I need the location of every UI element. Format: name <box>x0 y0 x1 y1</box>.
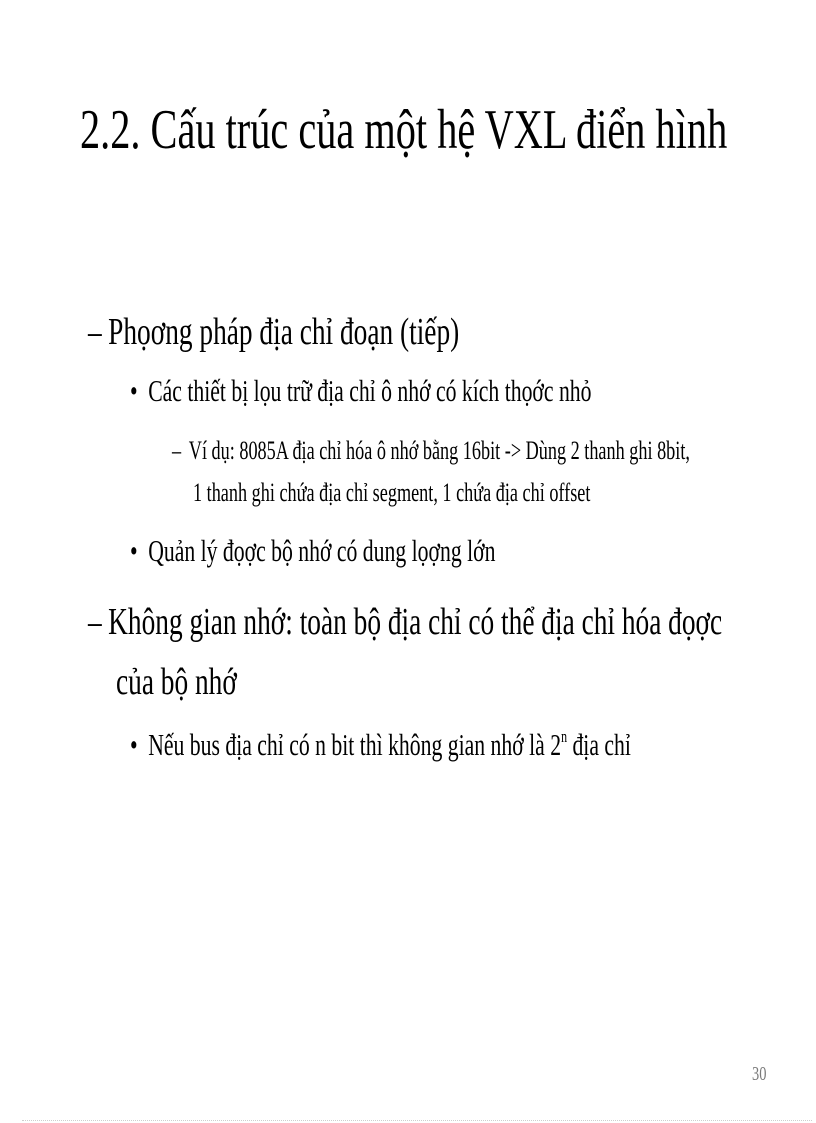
slide-title: 2.2. Cấu trúc của một hệ VXL điển hình <box>80 99 728 161</box>
bullet-item-level1 <box>88 600 722 644</box>
bullet-text: 1 thanh ghi chứa địa chỉ segment, 1 chứa địa chỉ offset <box>193 478 591 507</box>
dash-marker: – <box>172 436 182 465</box>
bullet-text: Phọơng pháp địa chỉ đoạn (tiếp) <box>108 311 460 353</box>
bullet-text-suffix: địa chỉ <box>567 727 631 762</box>
bullet-text: Quản lý đọợc bộ nhớ có dung lọợng lớn <box>148 533 496 568</box>
bullet-text: Không gian nhớ: toàn bộ địa chỉ có thể địa chỉ hóa đọợc <box>108 601 723 643</box>
dash-marker: – <box>88 311 102 353</box>
bullet-item-level2 <box>130 373 592 409</box>
bullet-item-level2 <box>130 533 495 569</box>
footer-divider <box>22 1120 812 1121</box>
bullet-marker: • <box>130 533 138 568</box>
bullet-item-level3-continuation <box>193 478 590 508</box>
dash-marker: – <box>88 601 102 643</box>
superscript-n: n <box>561 727 568 747</box>
page-number: 30 <box>752 1063 767 1085</box>
bullet-text: Ví dụ: 8085A địa chỉ hóa ô nhớ bằng 16bit -> Dùng 2 thanh ghi 8bit, <box>188 436 690 465</box>
bullet-text: Các thiết bị lọu trữ địa chỉ ô nhớ có kích thọớc nhỏ <box>148 373 592 408</box>
bullet-marker: • <box>130 727 138 762</box>
bullet-item-level1 <box>88 310 459 354</box>
bullet-text: của bộ nhớ <box>116 661 237 703</box>
bullet-text: Nếu bus địa chỉ có n bit thì không gian nhớ là 2 <box>148 727 562 762</box>
bullet-item-level3 <box>172 436 690 466</box>
bullet-item-level1-continuation <box>116 660 237 704</box>
bullet-item-level2 <box>130 727 631 763</box>
bullet-marker: • <box>130 373 138 408</box>
